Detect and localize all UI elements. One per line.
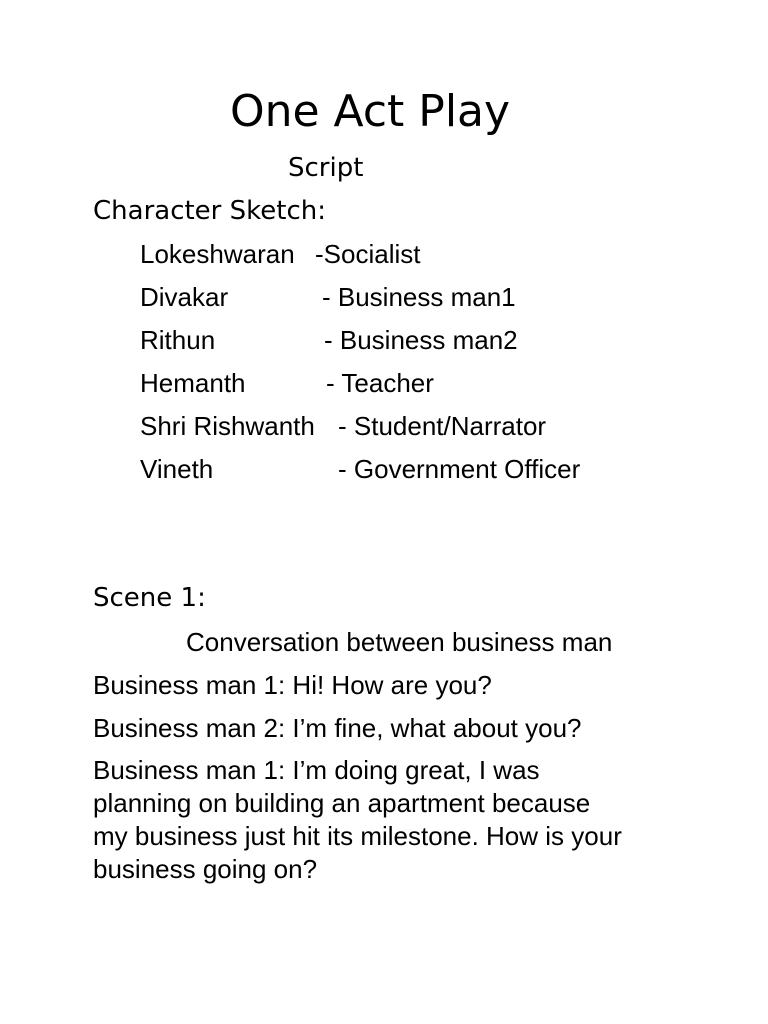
character-name: Shri Rishwanth bbox=[140, 411, 315, 441]
character-role: - Business man2 bbox=[324, 325, 518, 355]
document-subtitle: Script bbox=[288, 153, 364, 183]
character-name: Hemanth bbox=[140, 368, 246, 398]
dialogue-line: Business man 2: I’m fine, what about you? bbox=[93, 713, 582, 743]
paragraph-line: my business just hit its milestone. How is your bbox=[93, 821, 622, 851]
character-role: - Teacher bbox=[326, 368, 434, 398]
character-role: - Government Officer bbox=[338, 454, 581, 484]
character-sketch-heading: Character Sketch: bbox=[93, 196, 326, 226]
document-title: One Act Play bbox=[229, 86, 511, 137]
scene-intro: Conversation between business man bbox=[186, 627, 613, 657]
character-name: Lokeshwaran bbox=[140, 239, 295, 269]
paragraph-line: planning on building an apartment because bbox=[93, 788, 591, 818]
character-name: Vineth bbox=[140, 454, 214, 484]
paragraph-line: business going on? bbox=[93, 854, 318, 884]
dialogue-line: Business man 1: Hi! How are you? bbox=[93, 670, 492, 700]
dialogue-paragraph bbox=[93, 754, 693, 886]
character-role: - Business man1 bbox=[322, 282, 516, 312]
scene-heading: Scene 1: bbox=[93, 583, 206, 613]
character-name: Divakar bbox=[140, 282, 229, 312]
character-role: - Student/Narrator bbox=[338, 411, 547, 441]
paragraph-line: Business man 1: I’m doing great, I was bbox=[93, 755, 540, 785]
character-role: -Socialist bbox=[315, 239, 421, 269]
character-name: Rithun bbox=[140, 325, 216, 355]
